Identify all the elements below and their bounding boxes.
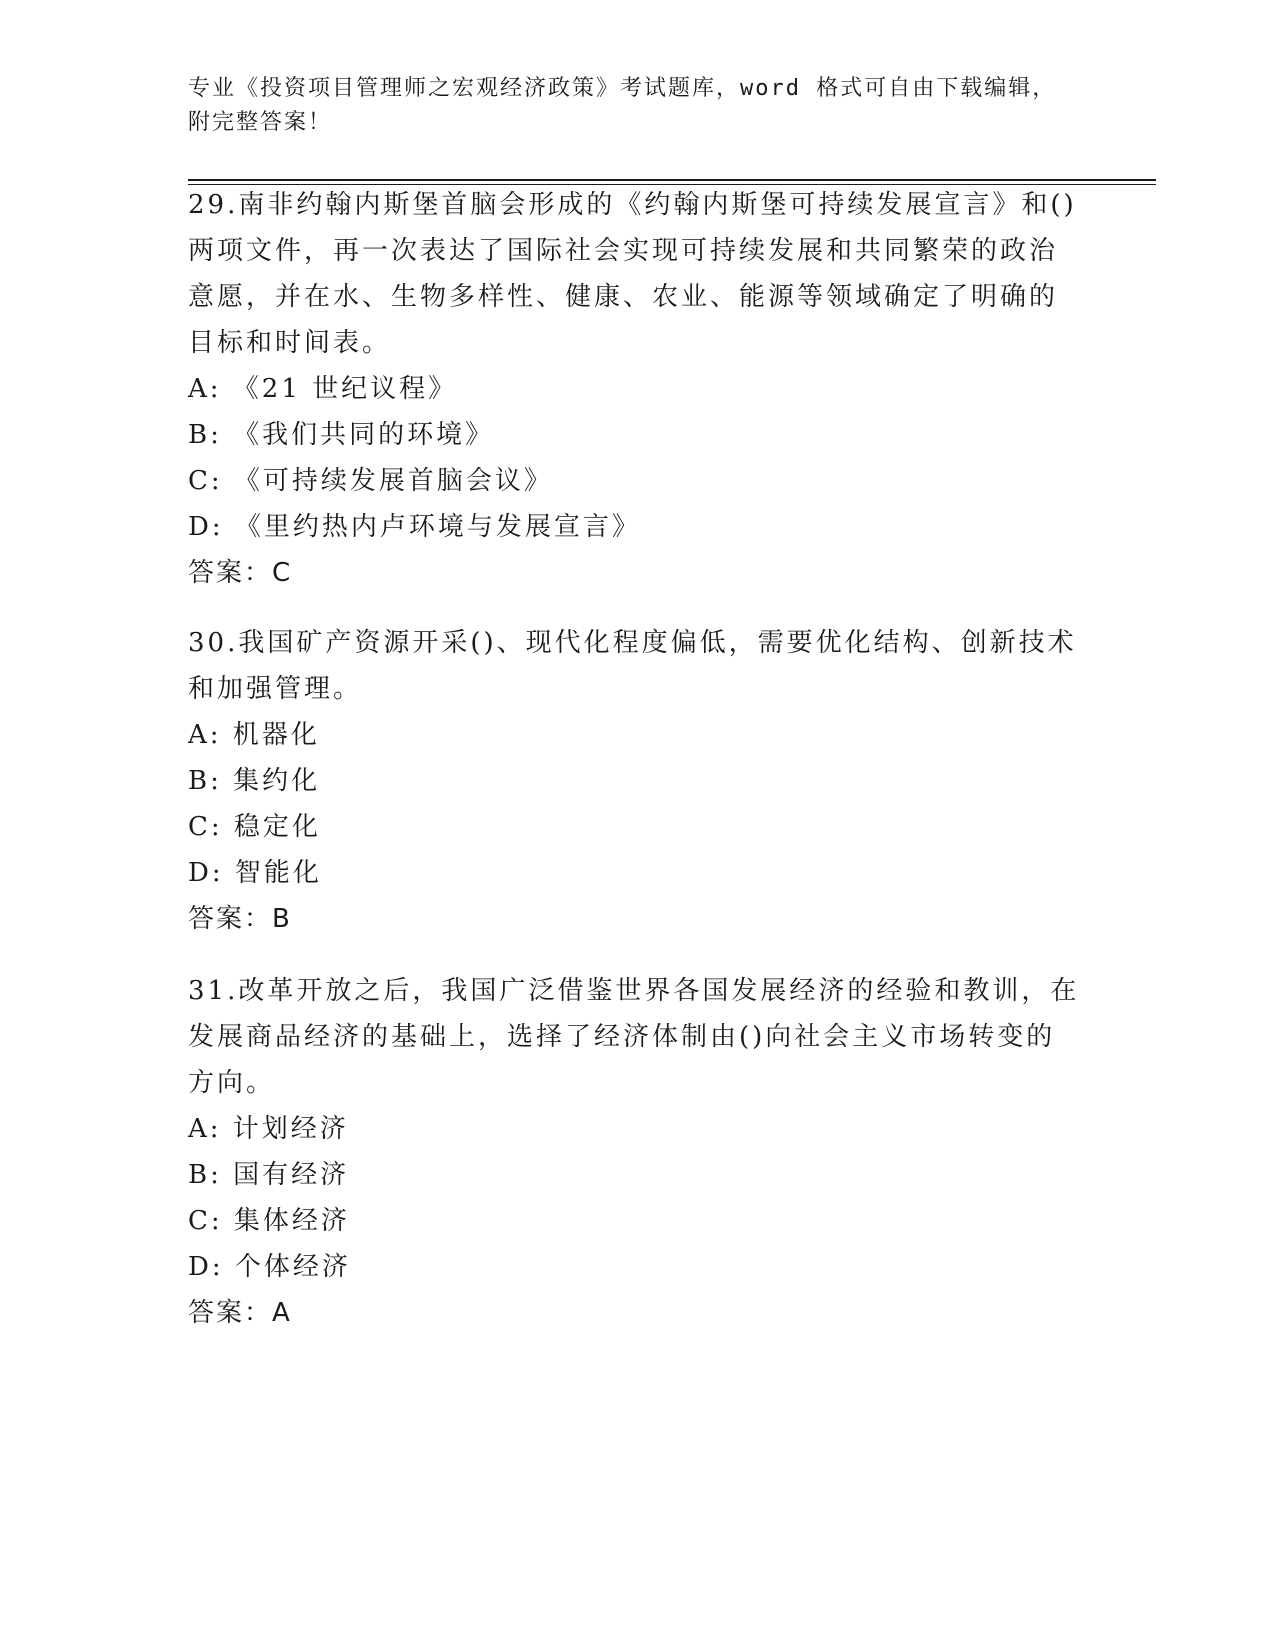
question-31 [188, 968, 1088, 1336]
document-header [188, 72, 1088, 140]
question-stem-line: 方向。 [188, 1068, 276, 1098]
option-c: C: 集体经济 [188, 1206, 350, 1236]
option-c: C: 《可持续发展首脑会议》 [188, 466, 553, 496]
option-a: A: 《21 世纪议程》 [188, 374, 458, 404]
question-30 [188, 620, 1088, 942]
option-a: A: 机器化 [188, 720, 320, 750]
header-line-1: 专业《投资项目管理师之宏观经济政策》考试题库，word 格式可自由下载编辑， [188, 76, 1057, 101]
answer-line: 答案：A [188, 1298, 292, 1328]
option-b: B: 《我们共同的环境》 [188, 420, 495, 450]
option-a: A: 计划经济 [188, 1114, 349, 1144]
option-b: B: 国有经济 [188, 1160, 350, 1190]
answer-line: 答案：C [188, 558, 293, 588]
option-d: D: 智能化 [188, 858, 322, 888]
option-d: D: 个体经济 [188, 1252, 351, 1282]
question-stem-line: 和加强管理。 [188, 674, 363, 704]
question-29 [188, 182, 1088, 596]
option-c: C: 稳定化 [188, 812, 321, 842]
question-stem-line: 31.改革开放之后，我国广泛借鉴世界各国发展经济的经验和教训，在 [188, 976, 1080, 1006]
question-stem-line: 发展商品经济的基础上，选择了经济体制由()向社会主义市场转变的 [188, 1022, 1056, 1052]
header-line-2: 附完整答案！ [188, 110, 333, 135]
option-d: D: 《里约热内卢环境与发展宣言》 [188, 512, 641, 542]
option-b: B: 集约化 [188, 766, 321, 796]
question-stem-line: 意愿，并在水、生物多样性、健康、农业、能源等领域确定了明确的 [188, 282, 1059, 312]
answer-line: 答案：B [188, 904, 292, 934]
question-stem-line: 29.南非约翰内斯堡首脑会形成的《约翰内斯堡可持续发展宣言》和() [188, 190, 1077, 220]
question-stem-line: 目标和时间表。 [188, 328, 392, 358]
question-stem-line: 30.我国矿产资源开采()、现代化程度偏低，需要优化结构、创新技术 [188, 628, 1077, 658]
question-stem-line: 两项文件，再一次表达了国际社会实现可持续发展和共同繁荣的政治 [188, 236, 1059, 266]
